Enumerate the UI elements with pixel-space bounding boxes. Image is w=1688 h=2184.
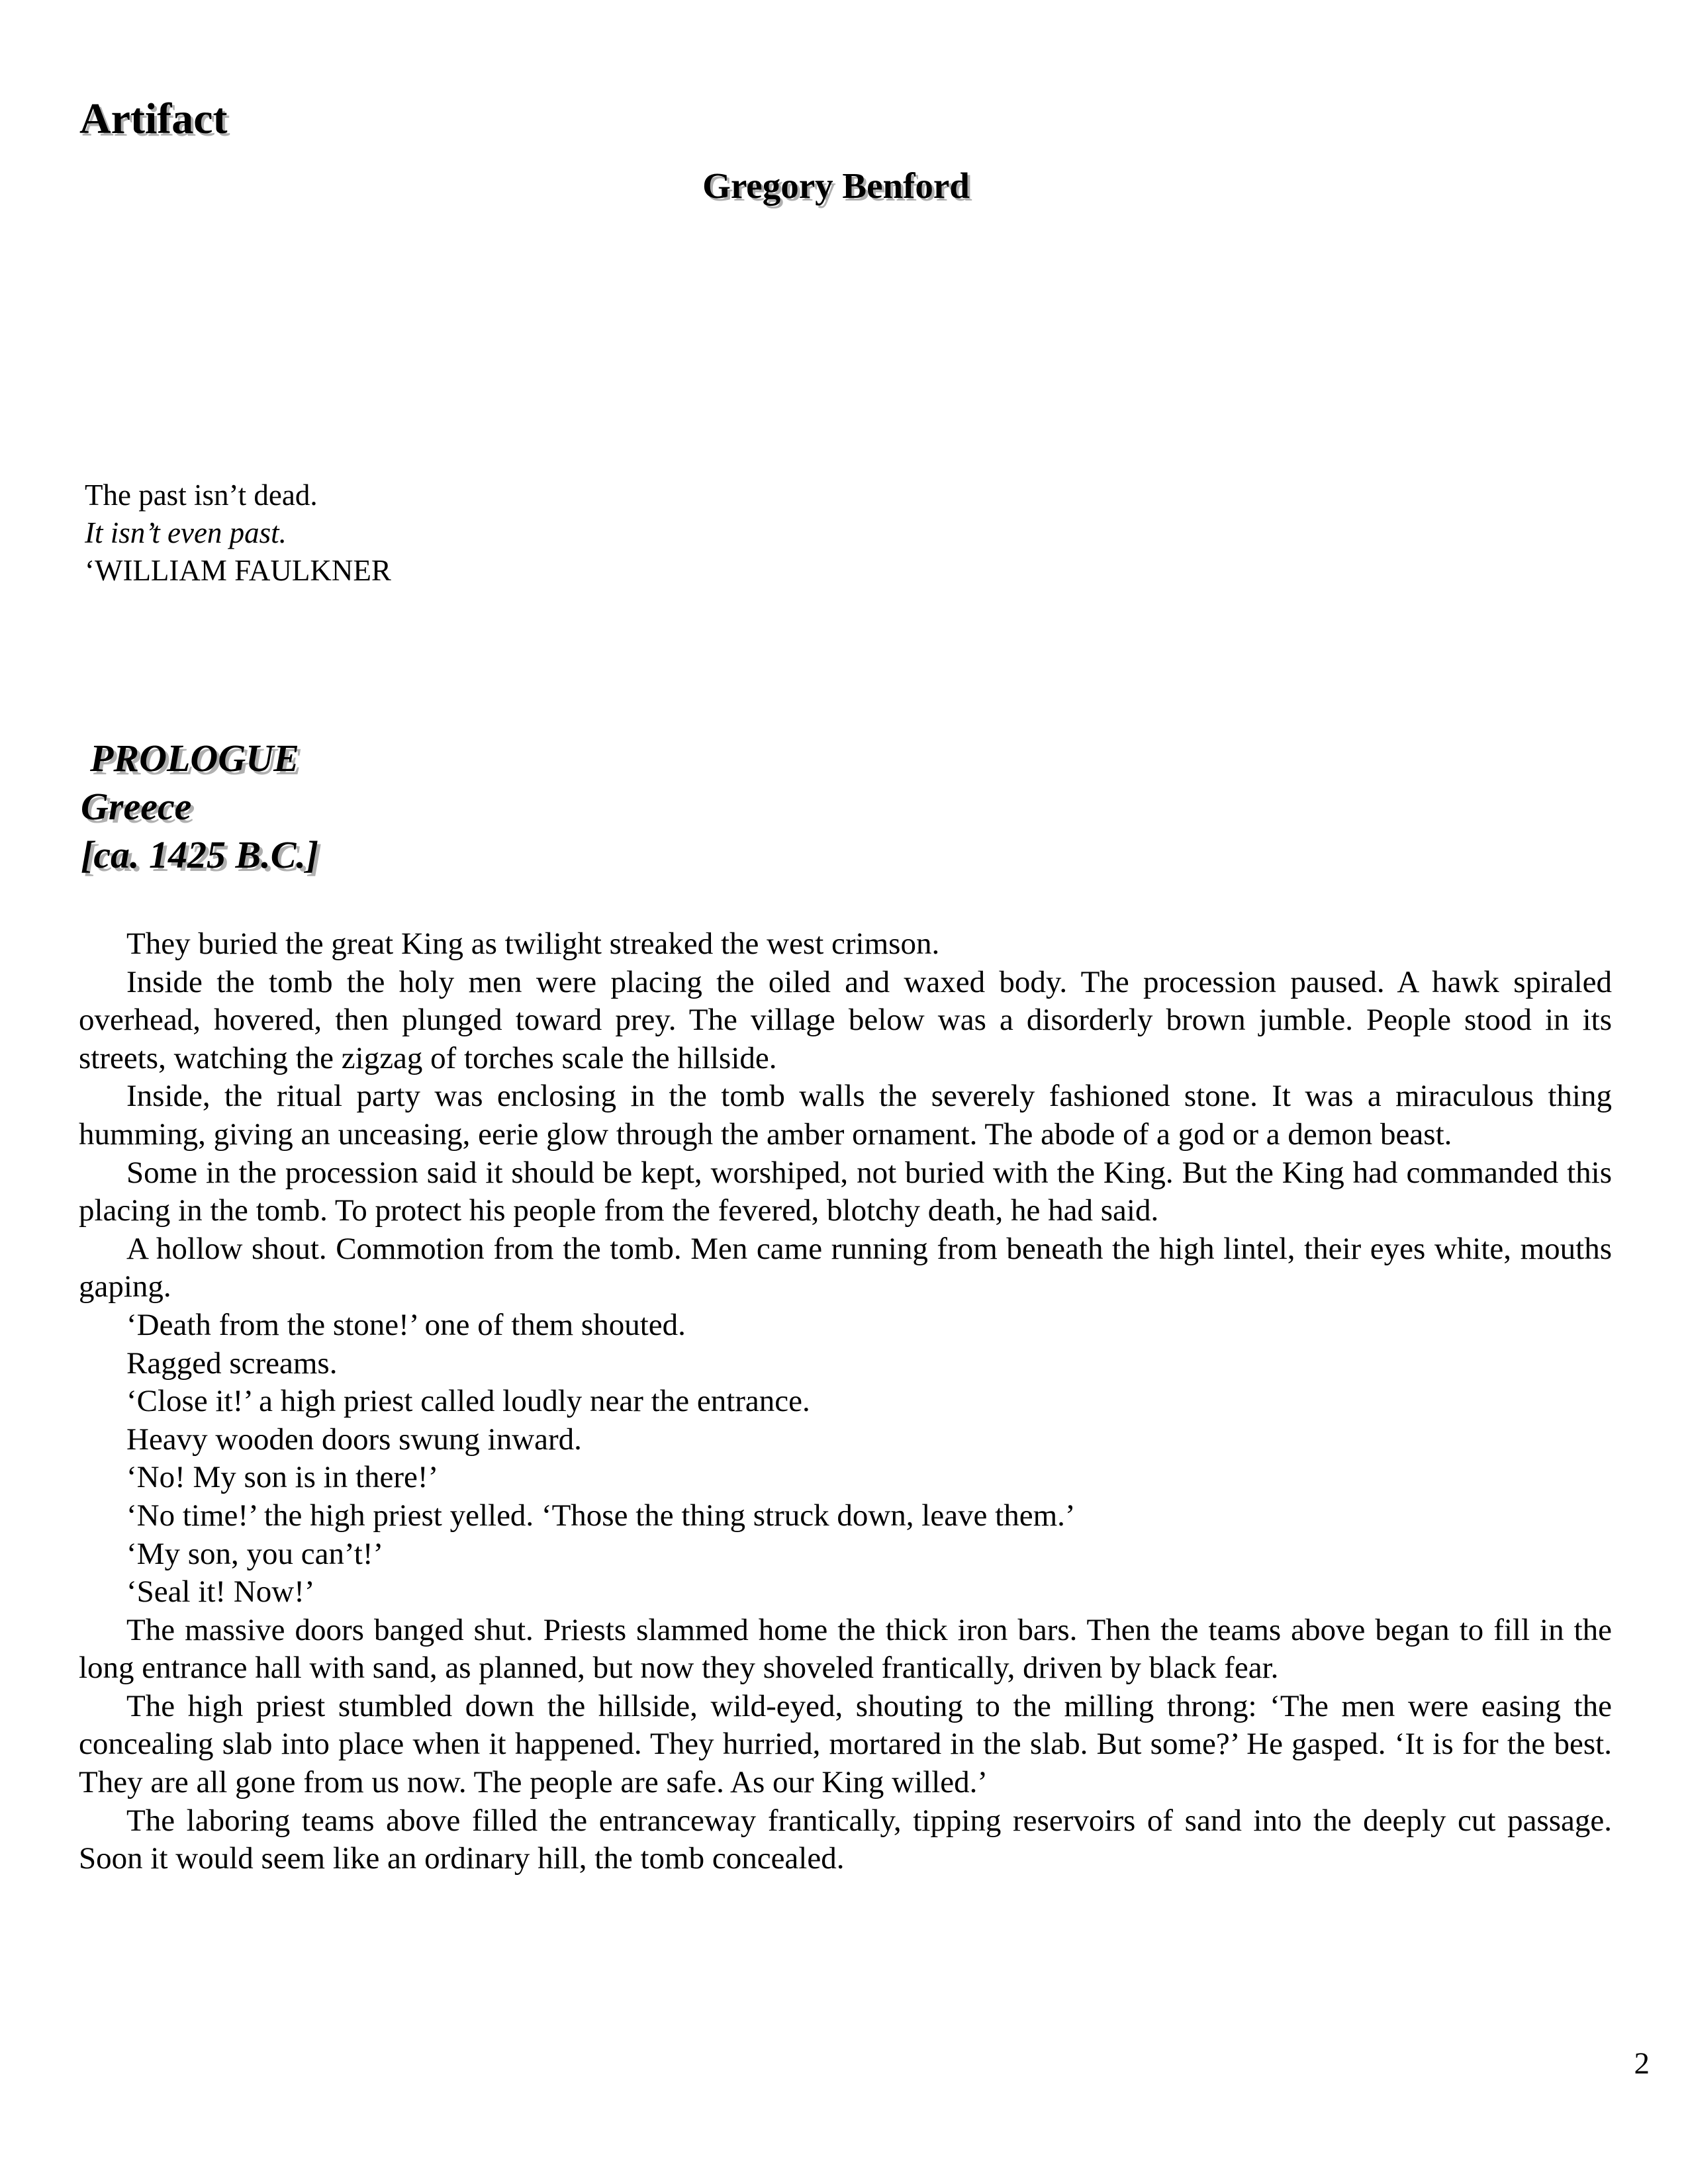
paragraph: Inside the tomb the holy men were placing the oiled and waxed body. The procession paused. A hawk spiraled overhead, hovered, then plunged toward prey. The village below was a disorderly brown jumble. People stood in its streets, watching the zigzag of torches scale the hillside. [79, 964, 1612, 1075]
epigraph [85, 477, 391, 590]
paragraph: A hollow shout. Commotion from the tomb. Men came running from beneath the high lintel, their eyes white, mouths gaping. [79, 1231, 1612, 1304]
paragraph: Heavy wooden doors swung inward. [126, 1422, 582, 1457]
paragraph: Ragged screams. [126, 1345, 338, 1381]
paragraph: ‘Seal it! Now!’ [126, 1574, 315, 1610]
section-location: Greece [81, 785, 192, 828]
paragraph: The high priest stumbled down the hillside, wild-eyed, shouting to the milling throng: ‘The men were easing the concealing slab into place when it happened. They hurried, mortared in the slab. But some?’ He gasped. ‘It is for the best. They are all gone from us now. The people are safe. As our King willed.’ [79, 1688, 1612, 1800]
body-text [79, 925, 1612, 1878]
epigraph-line: The past isn’t dead. [85, 478, 318, 512]
paragraph: Inside, the ritual party was enclosing in the tomb walls the severely fashioned stone. It was a miraculous thing humming, giving an unceasing, eerie glow through the amber ornament. The abode of a god or a demon beast. [79, 1079, 1612, 1152]
paragraph: ‘No! My son is in there!’ [126, 1460, 439, 1495]
paragraph: The massive doors banged shut. Priests slammed home the thick iron bars. Then the teams above began to fill in the long entrance hall with sand, as planned, but now they shoveled frantically, driven by black fear. [79, 1612, 1612, 1686]
paragraph: The laboring teams above filled the entranceway frantically, tipping reservoirs of sand into the deeply cut passage. Soon it would seem like an ordinary hill, the tomb concealed. [79, 1803, 1612, 1876]
epigraph-line: It isn’t even past. [85, 516, 287, 549]
book-title: Artifact [79, 95, 228, 144]
author-name: Gregory Benford [702, 165, 970, 206]
epigraph-line: ‘WILLIAM FAULKNER [85, 554, 391, 587]
paragraph: ‘No time!’ the high priest yelled. ‘Those the thing struck down, leave them.’ [126, 1498, 1076, 1533]
paragraph: Some in the procession said it should be kept, worshiped, not buried with the King. But the King had commanded this placing in the tomb. To protect his people from the fevered, blotchy death, he had said. [79, 1155, 1612, 1228]
section-heading [81, 734, 318, 879]
paragraph: ‘Death from the stone!’ one of them shouted. [126, 1307, 686, 1342]
prologue-title: PROLOGUE [90, 737, 299, 780]
paragraph: ‘My son, you can’t!’ [126, 1536, 384, 1571]
page-number: 2 [1634, 2046, 1650, 2081]
paragraph: ‘Close it!’ a high priest called loudly near the entrance. [126, 1384, 810, 1419]
section-date: [ca. 1425 B.C.] [81, 833, 319, 876]
paragraph: They buried the great King as twilight streaked the west crimson. [126, 927, 940, 961]
